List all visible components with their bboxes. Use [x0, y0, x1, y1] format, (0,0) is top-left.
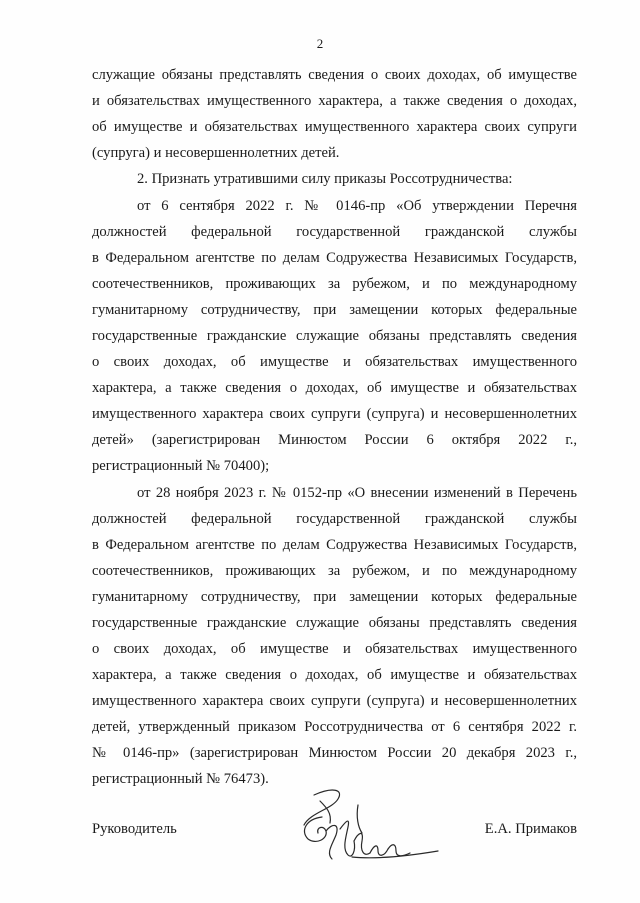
paragraph4-line: имущественного характера своих супруги (супруга) и несовершеннолетних: [92, 693, 577, 709]
paragraph4-line: в Федеральном агентстве по делам Содружества Независимых Государств,: [92, 537, 577, 553]
signatory-name: Е.А. Примаков: [484, 821, 577, 837]
paragraph3-line: имущественного характера своих супруги (супруга) и несовершеннолетних: [92, 406, 577, 422]
paragraph3-line: детей» (зарегистрирован Минюстом России 6 октября 2022 г.,: [92, 432, 577, 448]
signature-row: [92, 821, 577, 845]
paragraph3-line: в Федеральном агентстве по делам Содружества Независимых Государств,: [92, 250, 577, 266]
paragraph3-line: о своих доходах, об имуществе и обязательствах имущественного: [92, 354, 577, 370]
signatory-title: Руководитель: [92, 821, 177, 837]
paragraph3-line: от 6 сентября 2022 г. № 0146-пр «Об утверждении Перечня: [137, 198, 577, 214]
paragraph2-line: 2. Признать утратившими силу приказы Россотрудничества:: [137, 171, 513, 187]
paragraph4-line: № 0146-пр» (зарегистрирован Минюстом России 20 декабря 2023 г.,: [92, 745, 577, 761]
paragraph3-line: государственные гражданские служащие обязаны представлять сведения: [92, 328, 577, 344]
paragraph1-line: служащие обязаны представлять сведения о своих доходах, об имуществе: [92, 67, 577, 83]
paragraph4-line: о своих доходах, об имуществе и обязательствах имущественного: [92, 641, 577, 657]
paragraph3-line: характера, а также сведения о доходах, об имуществе и обязательствах: [92, 380, 577, 396]
paragraph4-line: соотечественников, проживающих за рубежом, и по международному: [92, 563, 577, 579]
paragraph4-line: детей, утвержденный приказом Россотрудничества от 6 сентября 2022 г.: [92, 719, 577, 735]
paragraph1-line: об имуществе и обязательствах имущественного характера своих супруги: [92, 119, 577, 135]
paragraph4-line: государственные гражданские служащие обязаны представлять сведения: [92, 615, 577, 631]
paragraph4-line: должностей федеральной государственной гражданской службы: [92, 511, 577, 527]
paragraph3-line: соотечественников, проживающих за рубежом, и по международному: [92, 276, 577, 292]
page-number: 2: [316, 36, 324, 51]
paragraph1-line: (супруга) и несовершеннолетних детей.: [92, 145, 340, 161]
paragraph3-line: гуманитарному сотрудничеству, при замещении которых федеральные: [92, 302, 577, 318]
paragraph4-line: от 28 ноября 2023 г. № 0152-пр «О внесении изменений в Перечень: [137, 485, 577, 501]
paragraph3-line: должностей федеральной государственной гражданской службы: [92, 224, 577, 240]
paragraph3-line: регистрационный № 70400);: [92, 458, 270, 474]
paragraph4-line: характера, а также сведения о доходах, об имуществе и обязательствах: [92, 667, 577, 683]
paragraph1-line: и обязательствах имущественного характера, а также сведения о доходах,: [92, 93, 577, 109]
paragraph4-line: гуманитарному сотрудничеству, при замещении которых федеральные: [92, 589, 577, 605]
paragraph4-line: регистрационный № 76473).: [92, 771, 269, 787]
